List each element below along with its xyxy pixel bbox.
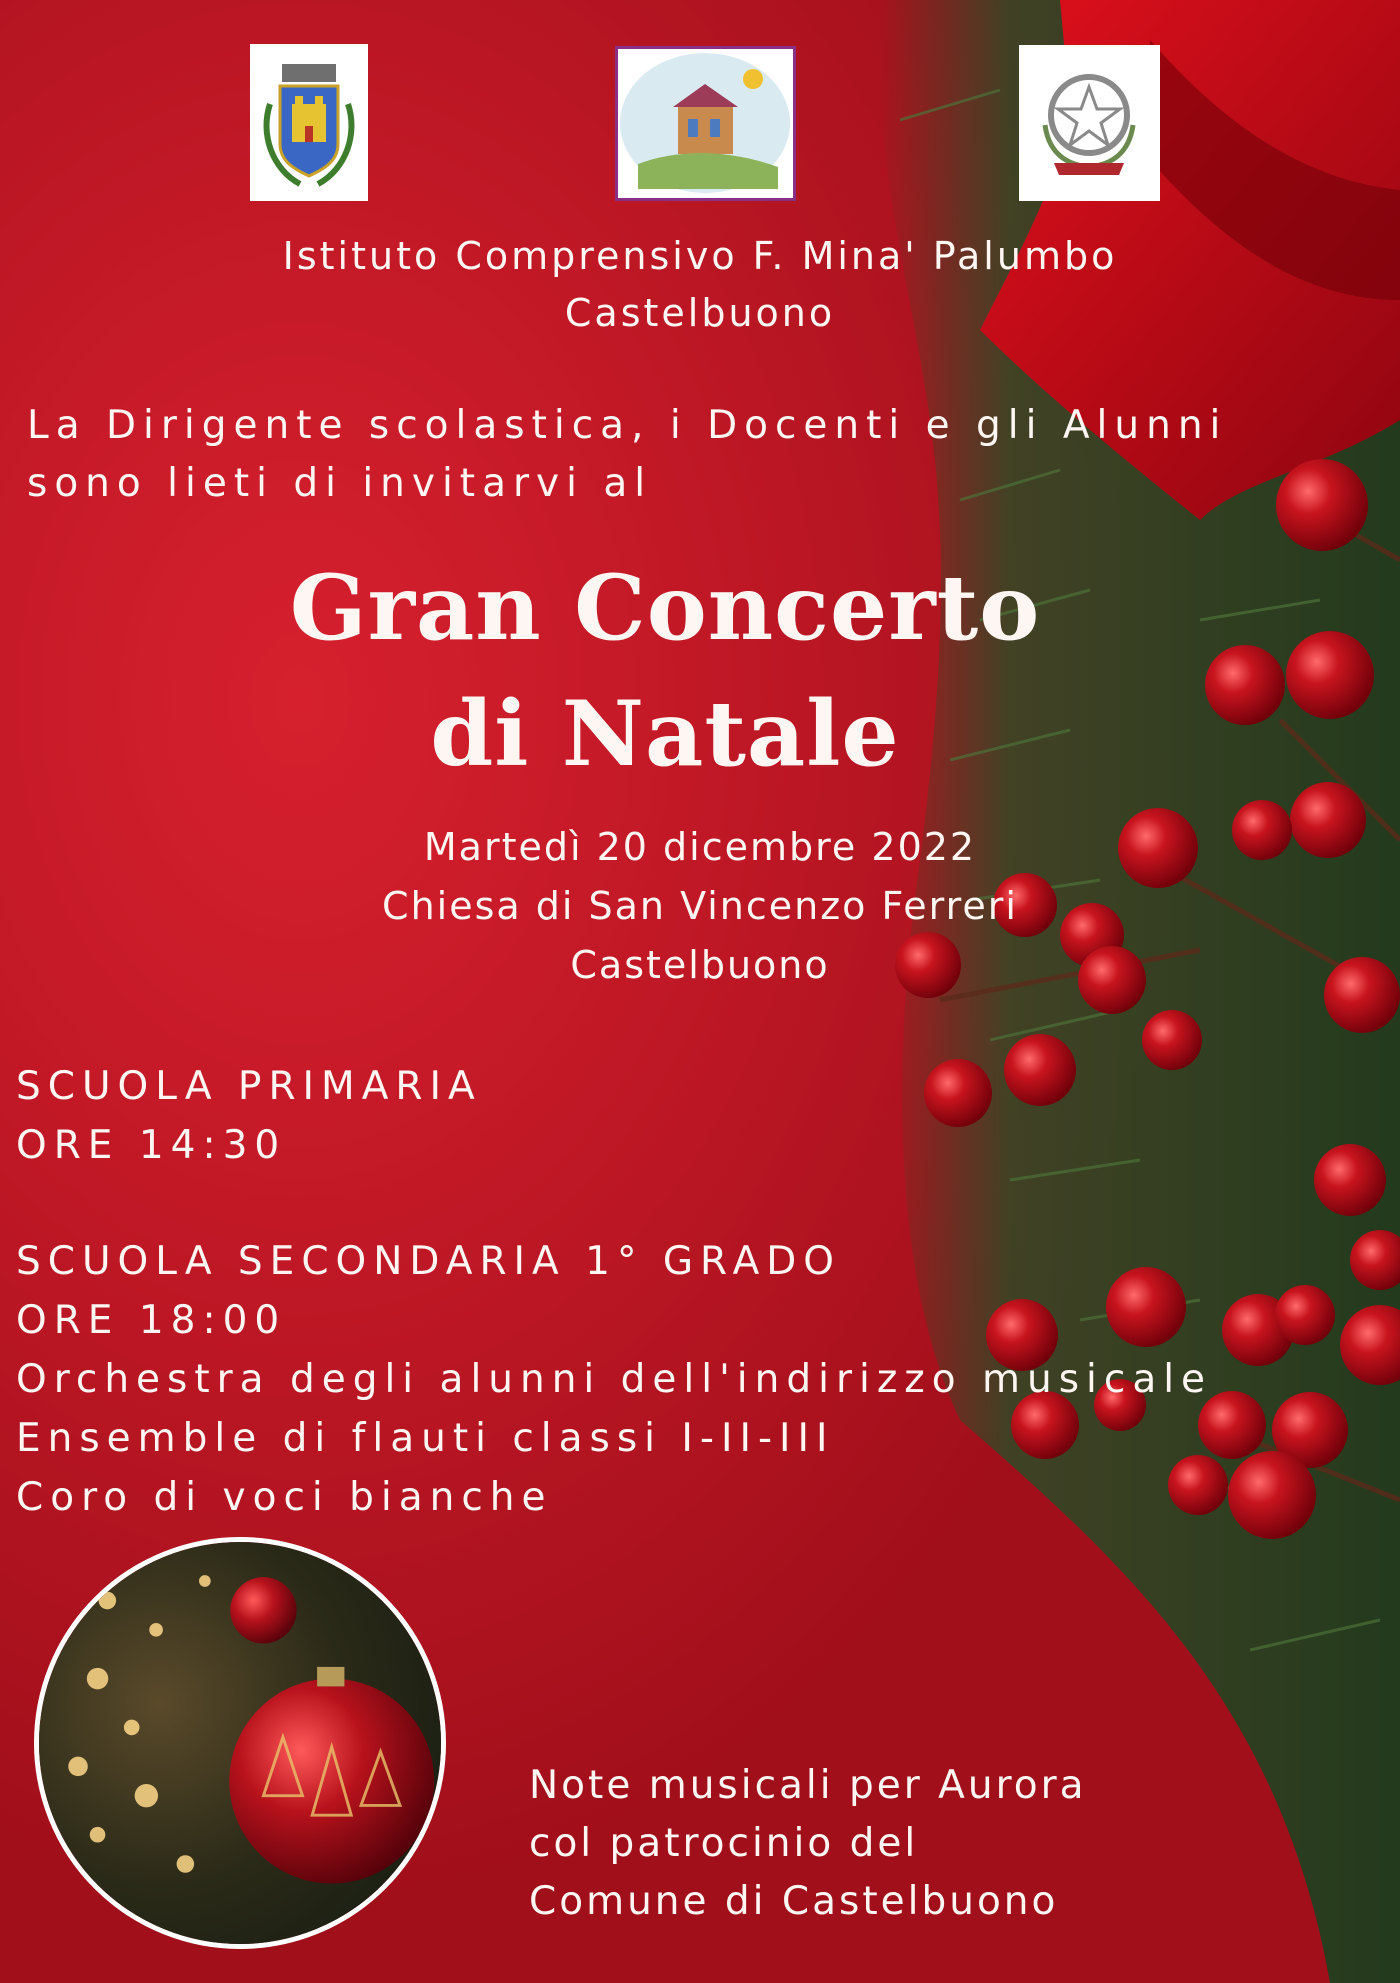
repubblica-emblem-logo xyxy=(1019,45,1160,201)
christmas-ornament-photo xyxy=(34,1537,446,1949)
istituto-logo xyxy=(615,46,796,201)
comune-crest-logo xyxy=(250,44,368,201)
secondaria-label: SCUOLA SECONDARIA 1° GRADO xyxy=(16,1239,841,1284)
footer-line-1: Note musicali per Aurora xyxy=(529,1763,1087,1808)
secondaria-section xyxy=(16,1232,1212,1527)
primaria-section xyxy=(16,1057,482,1175)
page-title xyxy=(200,545,1130,797)
school-name-line: Istituto Comprensivo F. Mina' Palumbo xyxy=(282,234,1118,278)
event-date: Martedì 20 dicembre 2022 xyxy=(423,825,977,869)
invitation-line-1: La Dirigente scolastica, i Docenti e gli Alunni xyxy=(27,403,1228,448)
invitation-line-2: sono lieti di invitarvi al xyxy=(27,461,653,506)
invitation-text xyxy=(27,397,1227,513)
crest-icon xyxy=(250,44,368,201)
secondaria-time: ORE 18:00 xyxy=(16,1298,287,1343)
star-emblem-icon xyxy=(1019,45,1160,201)
bauble-icon xyxy=(39,1542,441,1944)
primaria-label: SCUOLA PRIMARIA xyxy=(16,1064,482,1109)
school-name xyxy=(200,228,1200,342)
event-venue: Chiesa di San Vincenzo Ferreri xyxy=(382,884,1018,928)
footer-note xyxy=(529,1757,1087,1931)
secondaria-item: Coro di voci bianche xyxy=(16,1475,553,1520)
school-drawing-icon xyxy=(618,49,793,198)
footer-line-3: Comune di Castelbuono xyxy=(529,1879,1059,1924)
school-town-line: Castelbuono xyxy=(564,291,836,335)
primaria-time: ORE 14:30 xyxy=(16,1123,287,1168)
secondaria-item: Ensemble di flauti classi I-II-III xyxy=(16,1416,835,1461)
secondaria-item: Orchestra degli alunni dell'indirizzo musicale xyxy=(16,1357,1213,1402)
title-line-2: di Natale xyxy=(430,681,900,787)
event-info xyxy=(250,818,1150,995)
event-town: Castelbuono xyxy=(570,943,830,987)
title-line-1: Gran Concerto xyxy=(289,555,1041,661)
footer-line-2: col patrocinio del xyxy=(529,1821,919,1866)
